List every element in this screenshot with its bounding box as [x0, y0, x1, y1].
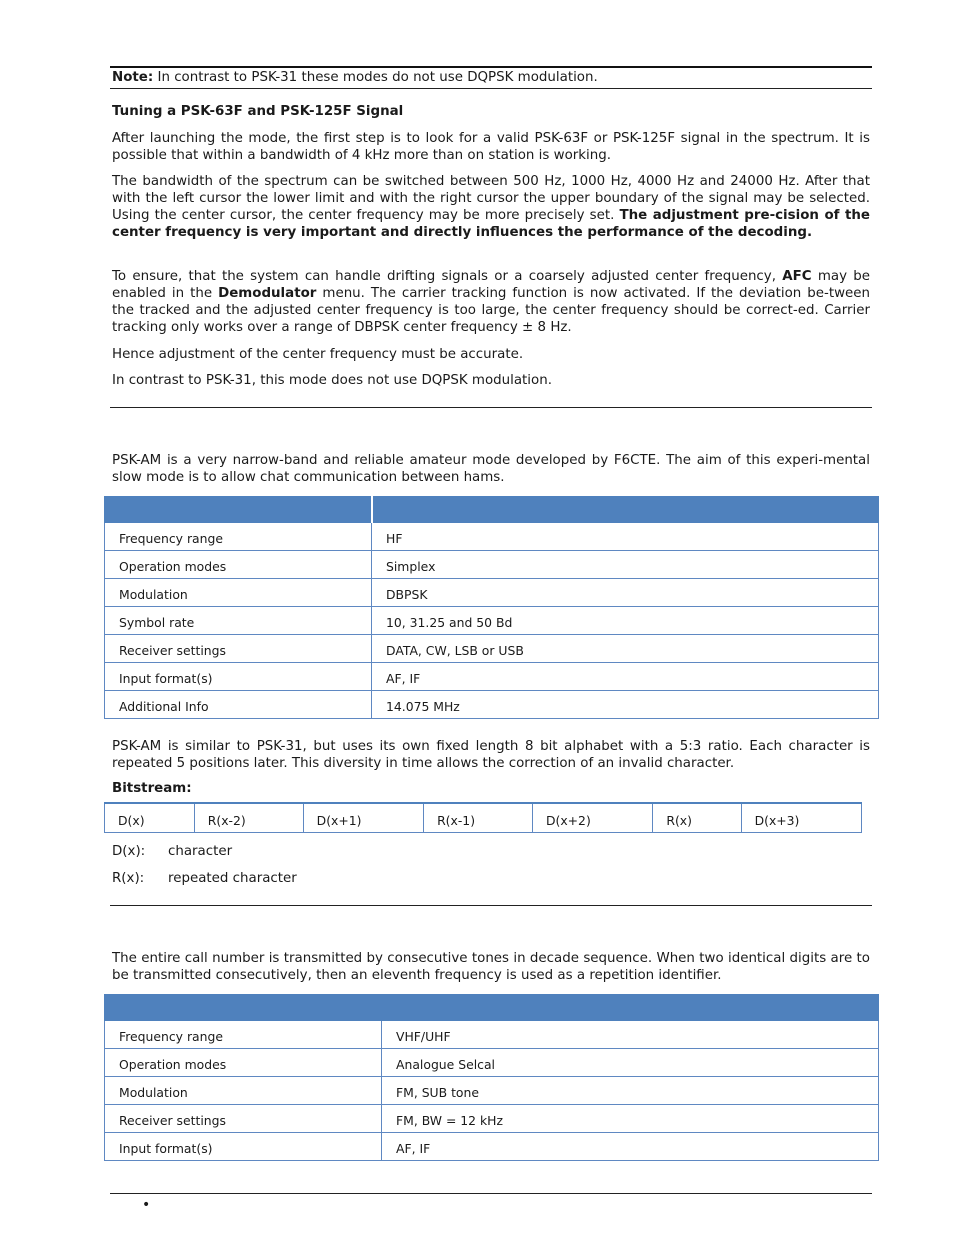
pskam-spec-row: [105, 551, 879, 579]
selcal-spec-row-label: Input format(s): [105, 1133, 382, 1161]
section-rule-2: [110, 905, 872, 906]
tuning-heading: Tuning a PSK-63F and PSK-125F Signal: [112, 104, 404, 119]
pskam-spec-row: [105, 523, 879, 551]
pskam-spec-row-label: Receiver settings: [105, 635, 372, 663]
definition-meaning: repeated character: [168, 871, 297, 886]
pskam-spec-row: [105, 691, 879, 719]
pskam-spec-row: [105, 579, 879, 607]
pskam-spec-row-value: HF: [372, 523, 879, 551]
pskam-spec-row-value: 14.075 MHz: [372, 691, 879, 719]
selcal-intro: The entire call number is transmitted by consecutive tones in decade sequence. When two identical digits are to be transmitted consecutively, then an eleventh frequency is used as a repetition identifier.: [112, 951, 870, 983]
demodulator-term: Demodulator: [218, 286, 317, 301]
pskam-spec-row: [105, 607, 879, 635]
pskam-spec-row-label: Additional Info: [105, 691, 372, 719]
pskam-spec-row: [105, 635, 879, 663]
bitstream-table: [104, 802, 862, 833]
tuning-paragraph-3: [112, 268, 870, 336]
tuning-p2-text: The bandwidth of the spectrum can be switched between 500 Hz, 1000 Hz, 4000 Hz and 24000 Hz. After that with the left cursor the lower limit and with the right cursor the upper boundary of the signal may be selected. Using the center cursor, the center frequency may be more precisely set.: [112, 174, 870, 223]
selcal-spec-row: [105, 1077, 879, 1105]
definition-meaning: character: [168, 844, 233, 859]
note-label: Note:: [112, 70, 154, 85]
bitstream-cell: R(x-1): [424, 803, 533, 832]
bitstream-cell: D(x+3): [741, 803, 861, 832]
pskam-spec-row-label: Operation modes: [105, 551, 372, 579]
note-bottom-rule: [110, 88, 872, 89]
afc-term: AFC: [782, 269, 812, 284]
tuning-paragraph-1: After launching the mode, the first step is to look for a valid PSK-63F or PSK-125F signal in the spectrum. It is possible that within a bandwidth of 4 kHz more than on station is working.: [112, 131, 870, 163]
pskam-spec-row-value: 10, 31.25 and 50 Bd: [372, 607, 879, 635]
selcal-spec-table: [104, 994, 879, 1161]
pskam-spec-row-value: DBPSK: [372, 579, 879, 607]
bitstream-cell: D(x): [105, 803, 195, 832]
selcal-spec-row: [105, 1049, 879, 1077]
tuning-paragraph-5: In contrast to PSK-31, this mode does not use DQPSK modulation.: [112, 373, 552, 388]
pskam-spec-row-value: AF, IF: [372, 663, 879, 691]
selcal-header-cell: [105, 995, 879, 1021]
pskam-spec-row-label: Symbol rate: [105, 607, 372, 635]
pskam-spec-row-label: Frequency range: [105, 523, 372, 551]
definition-row: [112, 870, 297, 887]
bitstream-cell: R(x-2): [194, 803, 303, 832]
note-top-rule: [110, 66, 872, 68]
definition-term: R(x):: [112, 871, 145, 886]
bitstream-cell: R(x): [653, 803, 741, 832]
selcal-spec-row-value: AF, IF: [382, 1133, 879, 1161]
bitstream-row: [105, 803, 862, 832]
tuning-p3-c: menu. The carrier tracking function is now activated. If the deviation be-tween the tracked and the adjusted center frequency is too large, the center frequency should be correct-ed. Carrier tracking only works over a range of DBPSK center frequency ± 8 Hz.: [112, 286, 870, 335]
selcal-spec-row-label: Operation modes: [105, 1049, 382, 1077]
selcal-spec-row-value: Analogue Selcal: [382, 1049, 879, 1077]
pskam-header-cell-1: [105, 497, 372, 523]
selcal-spec-row: [105, 1105, 879, 1133]
pskam-header-cell-2: [372, 497, 879, 523]
tuning-paragraph-2: [112, 173, 870, 241]
bitstream-cell: D(x+2): [532, 803, 652, 832]
section-rule-1: [110, 407, 872, 408]
pskam-spec-row-value: DATA, CW, LSB or USB: [372, 635, 879, 663]
pskam-spec-table: [104, 496, 879, 719]
pskam-table-header: [105, 497, 879, 523]
definition-row: [112, 843, 232, 860]
pskam-spec-row-label: Modulation: [105, 579, 372, 607]
tuning-p2-emphasis: The adjustment pre-cision of the center frequency is very important and directly influences the performance of the decoding.: [112, 208, 870, 240]
selcal-spec-row-label: Modulation: [105, 1077, 382, 1105]
pskam-intro: PSK-AM is a very narrow-band and reliable amateur mode developed by F6CTE. The aim of this experi-mental slow mode is to allow chat communication between hams.: [112, 453, 870, 485]
pskam-spec-row-value: Simplex: [372, 551, 879, 579]
note-text: [112, 69, 870, 86]
bitstream-label: Bitstream:: [112, 781, 192, 796]
selcal-spec-row-value: VHF/UHF: [382, 1021, 879, 1049]
selcal-spec-row: [105, 1133, 879, 1161]
selcal-spec-row-value: FM, SUB tone: [382, 1077, 879, 1105]
bitstream-cell: D(x+1): [303, 803, 423, 832]
pskam-spec-row-label: Input format(s): [105, 663, 372, 691]
selcal-spec-row-label: Frequency range: [105, 1021, 382, 1049]
selcal-spec-row-value: FM, BW = 12 kHz: [382, 1105, 879, 1133]
pskam-after-text: PSK-AM is similar to PSK-31, but uses its own fixed length 8 bit alphabet with a 5:3 ratio. Each character is repeated 5 positions later. This diversity in time allows the correction of an invalid character.: [112, 739, 870, 771]
footer-bullet: •: [142, 1197, 151, 1213]
note-body: In contrast to PSK-31 these modes do not use DQPSK modulation.: [153, 70, 598, 85]
selcal-table-header: [105, 995, 879, 1021]
selcal-spec-row: [105, 1021, 879, 1049]
pskam-spec-row: [105, 663, 879, 691]
tuning-paragraph-4: Hence adjustment of the center frequency must be accurate.: [112, 347, 524, 362]
definition-term: D(x):: [112, 844, 146, 859]
selcal-spec-row-label: Receiver settings: [105, 1105, 382, 1133]
tuning-p3-a: To ensure, that the system can handle drifting signals or a coarsely adjusted center frequency,: [112, 269, 783, 284]
tuning-p3-b: may be enabled in the: [112, 269, 870, 301]
footer-rule: [110, 1193, 872, 1194]
